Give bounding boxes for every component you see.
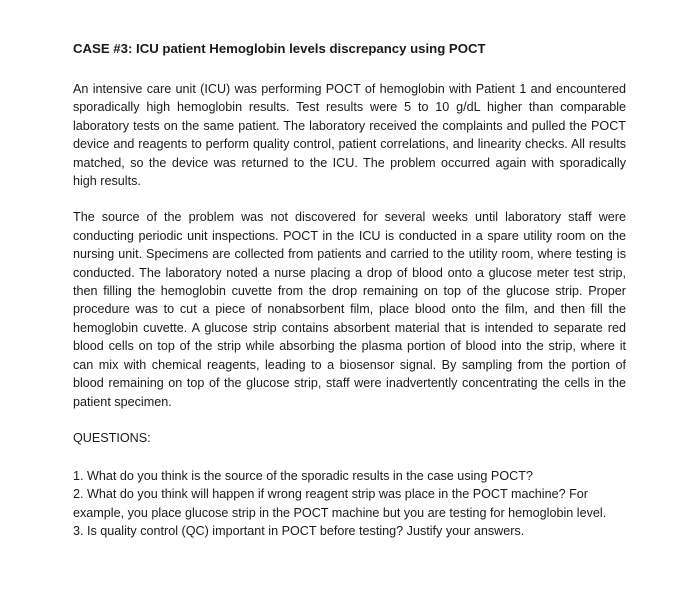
questions-list bbox=[73, 467, 626, 541]
question-1: 1. What do you think is the source of the sporadic results in the case using POCT? bbox=[73, 468, 533, 483]
case-paragraph-1: An intensive care unit (ICU) was performing POCT of hemoglobin with Patient 1 and encountered sporadically high hemoglobin results. Test results were 5 to 10 g/dL higher than comparable laboratory tests on the same patient. The laboratory received the complaints and pulled the POCT device and reagents to perform quality control, patient correlations, and linearity checks. All results matched, so the device was returned to the ICU. The problem occurred again with sporadically high results. bbox=[73, 82, 626, 189]
question-3: 3. Is quality control (QC) important in POCT before testing? Justify your answers. bbox=[73, 524, 525, 539]
case-document bbox=[73, 40, 626, 541]
questions-heading: QUESTIONS: bbox=[73, 430, 151, 445]
case-paragraph-2: The source of the problem was not discovered for several weeks until laboratory staff were conducting periodic unit inspections. POCT in the ICU is conducted in a spare utility room on the nursing unit. Specimens are collected from patients and carried to the utility room, where testing is conducted. The laboratory noted a nurse placing a drop of blood onto a glucose meter test strip, then filling the hemoglobin cuvette from the drop remaining on top of the glucose strip. Proper procedure was to cut a piece of nonabsorbent film, place blood onto the film, and then fill the hemoglobin cuvette. A glucose strip contains absorbent material that is intended to separate red blood cells on top of the strip while absorbing the plasma portion of blood into the strip, where it can mix with chemical reagents, leading to a biosensor signal. By sampling from the portion of blood remaining on top of the glucose strip, staff were inadvertently concentrating the cells in the patient specimen. bbox=[73, 210, 626, 409]
case-title: CASE #3: ICU patient Hemoglobin levels discrepancy using POCT bbox=[73, 41, 486, 56]
question-2: 2. What do you think will happen if wrong reagent strip was place in the POCT machine? For example, you place glucose strip in the POCT machine but you are testing for hemoglobin level. bbox=[73, 487, 607, 520]
